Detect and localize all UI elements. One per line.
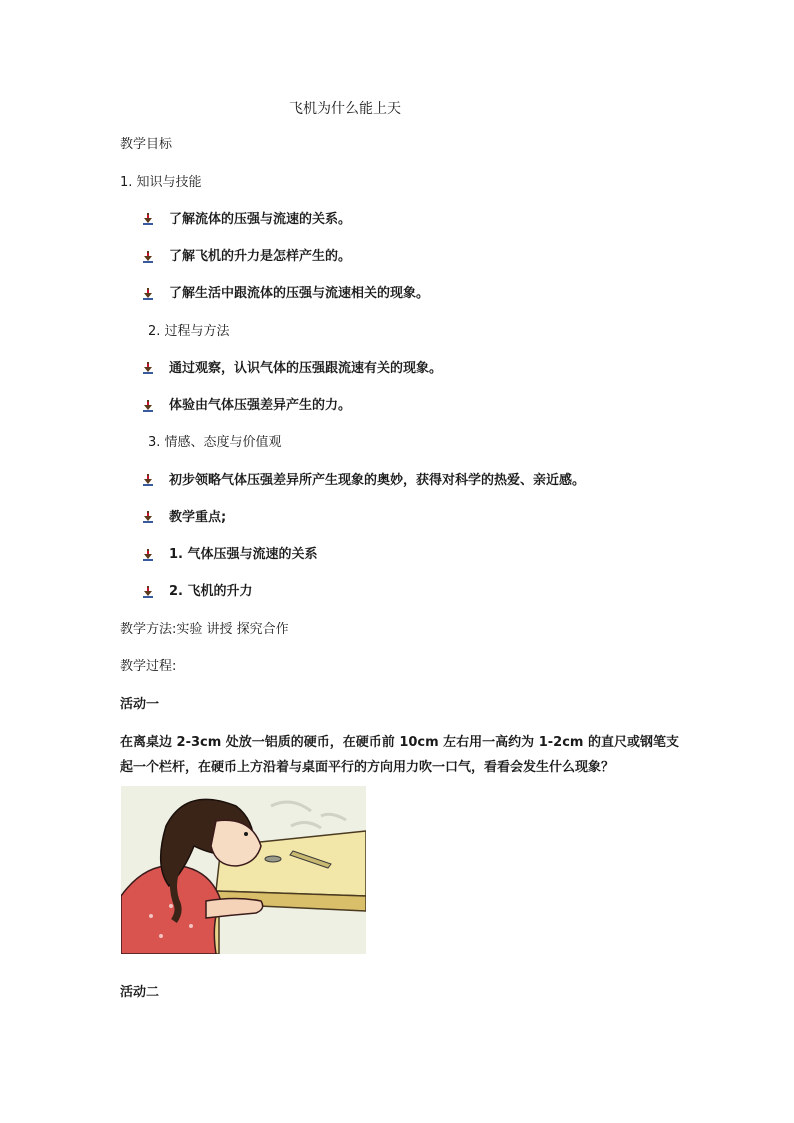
bullet-icon [141, 287, 155, 301]
activity1-heading: 活动一 [120, 697, 160, 712]
section1-item: 了解生活中跟流体的压强与流速相关的现象。 [169, 286, 430, 301]
section3-item: 初步领略气体压强差异所产生现象的奥妙，获得对科学的热爱、亲近感。 [169, 473, 586, 488]
key-point-item: 1. 气体压强与流速的关系 [169, 547, 318, 562]
goals-heading: 教学目标 [120, 137, 173, 152]
bullet-icon [141, 585, 155, 599]
methods-line: 教学方法:实验 讲授 探究合作 [120, 622, 289, 637]
section3-heading: 3. 情感、态度与价值观 [148, 435, 282, 450]
section1-item: 了解流体的压强与流速的关系。 [169, 212, 352, 227]
bullet-icon [141, 212, 155, 226]
page-title: 飞机为什么能上天 [289, 101, 401, 117]
bullet-icon [141, 361, 155, 375]
bullet-icon [141, 399, 155, 413]
key-point-item: 2. 飞机的升力 [169, 584, 253, 599]
bullet-icon [141, 510, 155, 524]
key-points-heading: 教学重点; [169, 510, 227, 525]
experiment-illustration [121, 786, 366, 954]
section1-item: 了解飞机的升力是怎样产生的。 [169, 249, 352, 264]
bullet-icon [141, 250, 155, 264]
section2-item: 体验由气体压强差异产生的力。 [169, 398, 352, 413]
girl-blowing-coin-illustration [121, 786, 366, 954]
activity2-heading: 活动二 [120, 985, 160, 1000]
bullet-icon [141, 548, 155, 562]
section1-heading: 1. 知识与技能 [120, 175, 202, 190]
activity1-text: 在离桌边 2-3cm 处放一铝质的硬币，在硬币前 10cm 左右用一高约为 1-2cm 的直尺或钢笔支起一个栏杆，在硬币上方沿着与桌面平行的方向用力吹一口气，看看会发生什么现象？ [120, 735, 679, 775]
section2-item: 通过观察，认识气体的压强跟流速有关的现象。 [169, 361, 443, 376]
bullet-icon [141, 473, 155, 487]
process-heading: 教学过程: [120, 659, 177, 674]
section2-heading: 2. 过程与方法 [148, 324, 230, 339]
